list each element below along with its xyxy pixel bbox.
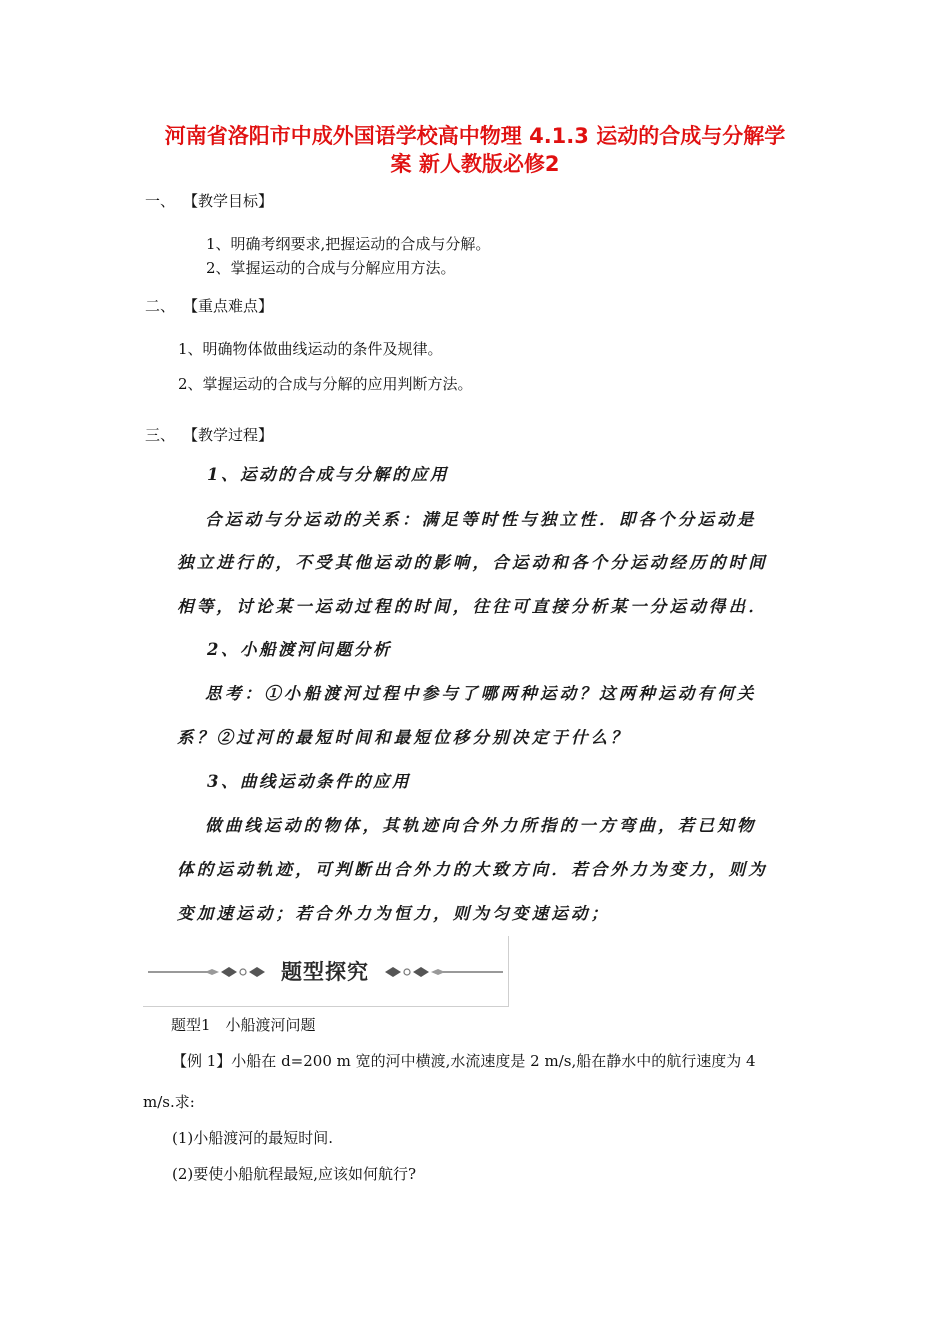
title-line-1: 河南省洛阳市中成外国语学校高中物理 4.1.3 运动的合成与分解学 <box>164 124 786 148</box>
example-1-question-2: (2)要使小船航程最短,应该如何航行? <box>172 1165 417 1183</box>
banner-right-diamond-ornament <box>383 963 449 981</box>
question-type-banner <box>143 936 509 1007</box>
banner-left-diamond-ornament <box>203 963 269 981</box>
goal-item-1: 1、明确考纲要求,把握运动的合成与分解。 <box>206 235 491 253</box>
handwritten-paragraph-2-line-1: 思考：①小船渡河过程中参与了哪两种运动？这两种运动有何关 <box>205 684 757 703</box>
section-keypoints-heading: 【重点难点】 <box>183 297 274 315</box>
section-process-heading: 【教学过程】 <box>183 426 274 444</box>
example-1-line-1: 【例 1】小船在 d=200 m 宽的河中横渡,水流速度是 2 m/s,船在静水中的航行速度为 4 <box>172 1052 756 1070</box>
section-keypoints-number: 二、 <box>145 297 176 315</box>
handwritten-heading-2: 2、小船渡河问题分析 <box>207 640 392 659</box>
question-type-1-label: 题型1 小船渡河问题 <box>171 1016 316 1034</box>
handwritten-heading-1: 1、运动的合成与分解的应用 <box>207 465 449 484</box>
section-goals-number: 一、 <box>145 192 176 210</box>
example-1-line-2: m/s.求: <box>143 1093 195 1111</box>
banner-right-line <box>443 971 503 973</box>
goal-item-2: 2、掌握运动的合成与分解应用方法。 <box>206 259 456 277</box>
document-title <box>120 122 830 178</box>
handwritten-paragraph-1-line-3: 相等，讨论某一运动过程的时间，往往可直接分析某一分运动得出． <box>177 597 768 616</box>
handwritten-paragraph-3-line-3: 变加速运动；若合外力为恒力，则为匀变速运动； <box>177 904 611 923</box>
banner-title: 题型探究 <box>281 960 369 984</box>
example-1-question-1: (1)小船渡河的最短时间. <box>172 1129 334 1147</box>
handwritten-heading-3: 3、曲线运动条件的应用 <box>207 772 411 791</box>
handwritten-paragraph-3-line-1: 做曲线运动的物体，其轨迹向合外力所指的一方弯曲，若已知物 <box>205 816 757 835</box>
keypoint-item-2: 2、掌握运动的合成与分解的应用判断方法。 <box>178 375 473 393</box>
handwritten-paragraph-1-line-2: 独立进行的，不受其他运动的影响，合运动和各个分运动经历的时间 <box>177 553 768 572</box>
title-line-2: 案 新人教版必修2 <box>390 152 560 176</box>
handwritten-paragraph-2-line-2: 系？②过河的最短时间和最短位移分别决定于什么？ <box>177 728 631 747</box>
handwritten-paragraph-3-line-2: 体的运动轨迹，可判断出合外力的大致方向．若合外力为变力，则为 <box>177 860 768 879</box>
keypoint-item-1: 1、明确物体做曲线运动的条件及规律。 <box>178 340 443 358</box>
handwritten-paragraph-1-line-1: 合运动与分运动的关系：满足等时性与独立性．即各个分运动是 <box>205 510 757 529</box>
banner-left-line <box>148 971 208 973</box>
section-process-number: 三、 <box>145 426 176 444</box>
section-goals-heading: 【教学目标】 <box>183 192 274 210</box>
